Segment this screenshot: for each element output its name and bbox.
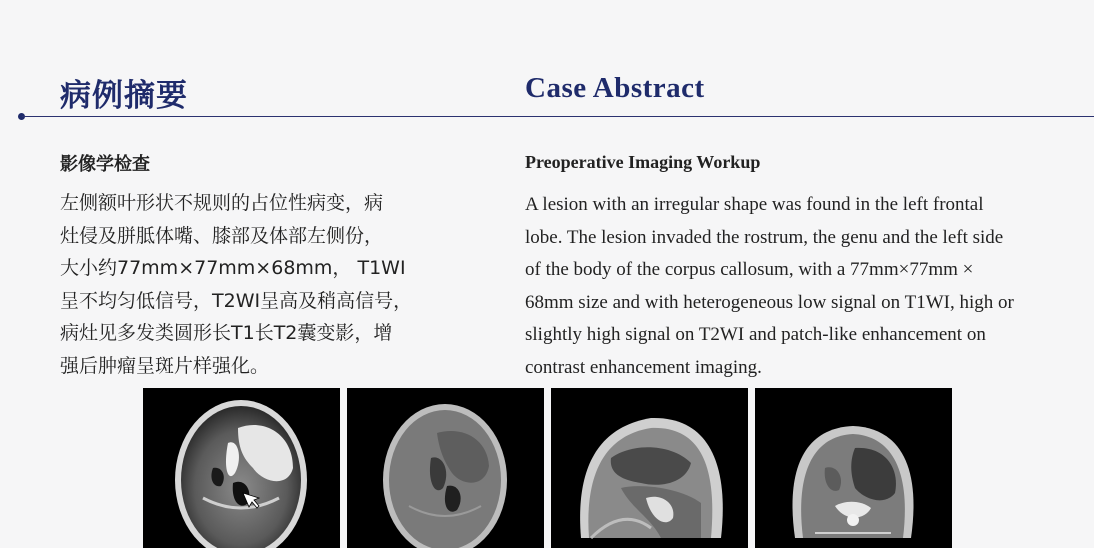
mri-axial-gray-icon — [347, 388, 544, 548]
mri-sagittal-icon — [551, 388, 748, 548]
mri-axial-bright-icon — [143, 388, 340, 548]
axial-t2-scan — [143, 388, 340, 548]
body-cn-line: 病灶见多发类圆形长T1长T2囊变影，增 — [60, 322, 393, 345]
title-english: Case Abstract — [525, 72, 705, 104]
mri-coronal-icon — [755, 388, 952, 548]
body-en-line: contrast enhancement imaging. — [525, 356, 762, 378]
title-chinese: 病例摘要 — [60, 78, 188, 114]
body-en-line: of the body of the corpus callosum, with a 77mm×77mm × — [525, 259, 974, 281]
body-en-line: slightly high signal on T2WI and patch-like enhancement on — [525, 324, 986, 346]
body-cn-line: 灶侵及胼胝体嘴、膝部及体部左侧份， — [60, 224, 384, 247]
body-en-line: lobe. The lesion invaded the rostrum, the genu and the left side — [525, 226, 1004, 248]
coronal-t1-contrast-scan — [755, 388, 952, 548]
body-en-line: A lesion with an irregular shape was found in the left frontal — [525, 194, 984, 215]
body-cn-line: 强后肿瘤呈斑片样强化。 — [60, 354, 270, 377]
body-en-line: 68mm size and with heterogeneous low signal on T1WI, high or — [525, 291, 1014, 313]
subtitle-chinese: 影像学检查 — [60, 154, 150, 175]
title-divider — [22, 116, 1094, 117]
body-text-english — [525, 189, 1085, 385]
body-cn-line: 呈不均匀低信号，T2WI呈高及稍高信号， — [60, 289, 413, 312]
sagittal-t1-contrast-scan — [551, 388, 748, 548]
body-cn-line: 大小约77mm×77mm×68mm， T1WI — [60, 257, 406, 280]
subtitle-english: Preoperative Imaging Workup — [525, 152, 761, 172]
axial-t1-contrast-scan — [347, 388, 544, 548]
body-cn-line: 左侧额叶形状不规则的占位性病变，病 — [60, 192, 384, 214]
body-text-chinese — [60, 187, 440, 383]
